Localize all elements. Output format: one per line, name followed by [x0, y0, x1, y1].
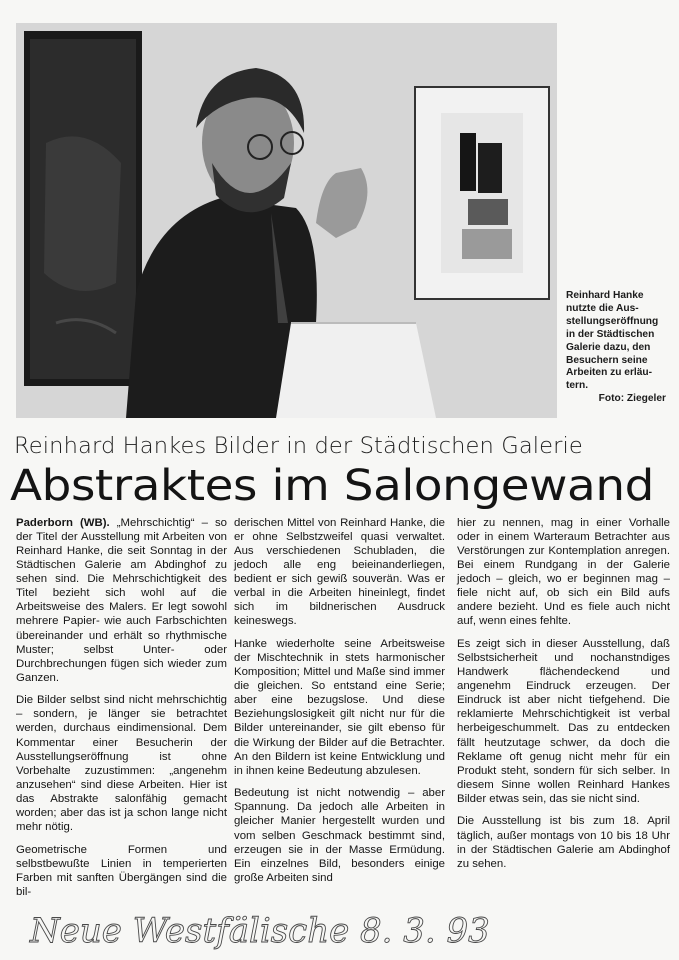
caption-line: Reinhard Hanke: [566, 290, 644, 301]
article-column-3: [457, 516, 670, 879]
caption-line: stellungseröffnung: [566, 315, 659, 327]
caption-line: tern.: [566, 380, 589, 392]
article-paragraph: derischen Mittel von Reinhard Hanke, die er ohne Selbstzweifel quasi verwaltet. Aus verschiedenen Schubladen, die jedoch alle eng beieinanderliegen, bedient er sich gewiß souverän. Was er verbal in die Arbeiten hineinlegt, findet sich im bildnerischen Ausdruck keineswegs.: [234, 517, 445, 628]
photo-artist-at-exhibition: [16, 23, 557, 418]
article-paragraph: Geometrische Formen und selbstbewußte Linien in temperierten Farben mit sanften Übergängen sind die bil-: [16, 843, 227, 898]
article-paragraph: Bedeutung ist nicht notwendig – aber Spannung. Da jedoch alle Arbeiten in gleicher Manier hergestellt wurden und vom selben Geschmack bestimmt sind, erzeugen sie in der Masse Ermüdung. Ein einzelnes Bild, besonders einige große Arbeiten sind: [234, 787, 445, 884]
caption-line: Galerie dazu, den: [566, 341, 651, 353]
article-paragraph: Es zeigt sich in dieser Ausstellung, daß Selbstsicherheit und nochanstndiges Handwerk flächendeckend und angenehm Eindruck erzeugen. Der Eindruck ist aber nicht tiefgehend. Die reklamierte Mehrschichtigkeit ist verbal herbeigeschummelt. Das zu entdecken fällt heutzutage schwer, da doch die Reklame oft genug nicht mehr für ein Produkt steht, sondern für sich selber. In diesem Sinne wollen Reinhard Hankes Bilder etwas sein, das sie nicht sind.: [457, 638, 670, 805]
article-paragraph: Die Bilder selbst sind nicht mehrschichtig – sondern, je länger sie betrachtet werden, durchaus eindimensional. Dem Kommentar einer Besucherin der Ausstellungseröffnung ist ohne Vorbehalte zuzustimmen: „angenehm anzusehen“ sind diese Arbeiten. Hier ist das Abstrakte salonfähig gemacht worden; aber das ist ja schon lange nicht mehr nötig.: [16, 694, 227, 833]
article-paragraph: Hanke wiederholte seine Arbeitsweise der Mischtechnik in stets harmonischer Komposition; Mittel und Maße sind immer die gleichen. So entstand eine Serie; aber eine bezugslose. Und diese Beziehungslosigkeit gilt nicht nur für die Bilder untereinander, sie gilt ebenso für die Wirkung der Bilder auf die Betrachter. An den Bildern ist keine Entwicklung und in ihnen keine Bedeutung abzulesen.: [234, 638, 445, 777]
article-photo: [16, 23, 557, 418]
dateline: Paderborn (WB).: [16, 517, 110, 529]
handwritten-source-note: [0, 900, 679, 960]
photo-caption: [566, 290, 674, 406]
article-headline: Abstraktes im Salongewand: [10, 461, 654, 511]
article-column-1: [16, 516, 227, 907]
article-column-2: [234, 516, 445, 893]
caption-line: Arbeiten zu erläu-: [566, 367, 653, 379]
article-paragraph: hier zu nennen, mag in einer Vorhalle oder in einem Warteraum Betrachter aus Verstörungen zur Kontemplation anregen. Bei einem Rundgang in der Galerie jedoch – gleich, wo er beginnen mag – fiele nicht auf, ob sich ein Bild aufs andere bezieht. Und es fiele auch nicht auf, wenn eines fehlte.: [457, 517, 670, 628]
caption-line: nutzte die Aus-: [566, 302, 639, 314]
article-paragraph: Die Ausstellung ist bis zum 18. April täglich, außer montags von 10 bis 18 Uhr in der Städtischen Galerie am Abdinghof zu sehen.: [457, 815, 670, 870]
caption-line: Besuchern seine: [566, 354, 648, 366]
article-kicker: Reinhard Hankes Bilder in der Städtischen Galerie: [14, 433, 583, 459]
handwritten-note-text: Neue Westfälische 8. 3. 93: [30, 911, 490, 951]
caption-line: in der Städtischen: [566, 328, 655, 340]
article-paragraph: Paderborn (WB). „Mehrschichtig“ – so der Titel der Ausstellung mit Arbeiten von Reinhard Hanke, die seit Sonntag in der Städtischen Galerie am Abdinghof zu sehen sind. Die Mehrschichtigkeit des Titel bezieht sich wohl auf die Arbeitsweise des Malers. Er legt sowohl mehrere Papier- wie auch Farbschichten übereinander und erhält so rhythmische Muster; selbst Unter- oder Durchbrechungen fügen sich wieder zum Ganzen.: [16, 517, 228, 684]
photo-credit: Foto: Ziegeler: [598, 393, 666, 405]
